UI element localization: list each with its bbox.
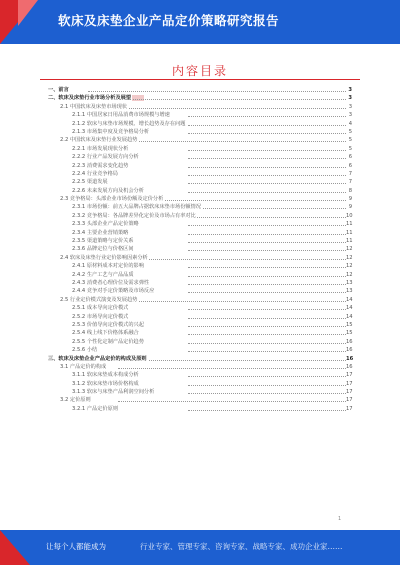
toc-entry[interactable] — [48, 279, 352, 287]
toc-entry-page: 3 — [346, 86, 352, 94]
toc-entry-label: 2.3 竞争格局：头部企业市场份额及定价分析 — [60, 196, 164, 203]
toc-entry-label: 2.3.1 市场份额：前五大品牌占据软床床垫市场份额情况 — [72, 204, 201, 211]
toc-leader-dots — [188, 167, 346, 168]
toc-entry-label: 2.3.5 渠道策略与定价关系 — [72, 238, 134, 245]
toc-leader-dots — [188, 343, 346, 344]
toc-entry-label: 2.2.5 渠道发展 — [72, 179, 108, 186]
toc-leader-dots — [188, 234, 346, 235]
toc-entry-page: 14 — [346, 296, 353, 303]
toc-leader-dots — [188, 284, 346, 285]
toc-entry-page: 10 — [346, 212, 353, 219]
toc-entry[interactable] — [48, 203, 352, 211]
toc-entry-label: 2.1.2 软床与床垫市场规模、增长趋势及存在问题 — [72, 120, 186, 127]
toc-entry-page: 17 — [346, 405, 353, 412]
toc-entry[interactable] — [48, 136, 352, 144]
toc-entry-label: 2.4.2 生产工艺与产品品质 — [72, 271, 134, 278]
toc-entry-page: 17 — [346, 372, 353, 379]
toc-entry-label: 2.5.6 小结 — [72, 347, 98, 354]
toc-entry-page: 3 — [346, 94, 352, 102]
toc-entry-label: 2.5 行业定价模式演变及发展趋势 — [60, 296, 138, 303]
toc-entry[interactable] — [48, 346, 352, 354]
toc-leader-dots — [188, 292, 346, 293]
toc-entry[interactable] — [48, 187, 352, 195]
toc-entry-page: 6 — [346, 162, 352, 170]
toc-leader-dots — [188, 250, 346, 251]
toc-entry-page: 11 — [346, 238, 353, 245]
toc-entry-label: 2.5.2 市场导向定价模式 — [72, 313, 129, 320]
page-number: 1 — [338, 516, 342, 522]
toc-entry-label: 2.4.1 原材料成本对定价的影响 — [72, 263, 144, 270]
toc-leader-dots — [188, 217, 346, 218]
toc-entry[interactable] — [48, 363, 352, 371]
toc-entry-page: 13 — [346, 288, 353, 295]
toc-entry-label: 2.2.2 行业产品发展方向分析 — [72, 154, 139, 161]
toc-entry-label: 2.2.3 消费需求变化趋势 — [72, 162, 129, 169]
toc-entry[interactable] — [48, 103, 352, 111]
toc-entry-page: 12 — [346, 263, 353, 270]
toc-entry-page: 15 — [346, 330, 353, 337]
toc-entry-label: 3.2.1 产品定价原则 — [72, 405, 118, 412]
toc-leader-dots — [118, 259, 346, 260]
toc-entry[interactable] — [48, 128, 352, 136]
toc-entry-label: 2.2.4 行业竞争格局 — [72, 170, 118, 177]
footer-roles: 行业专家、管理专家、咨询专家、战略专家、成功企业家…… — [140, 542, 343, 551]
toc-entry-label: 2.4.3 消费者心理价位及需求弹性 — [72, 279, 150, 286]
toc-entry-label: 3.1 产品定价的构成 — [60, 363, 107, 370]
toc-entry[interactable] — [48, 313, 352, 321]
toc-entry-page: 16 — [346, 355, 354, 362]
toc-leader-dots — [188, 410, 346, 411]
toc-entry[interactable] — [48, 212, 352, 220]
toc-entry-label: 2.5.3 价值导向定价模式的兴起 — [72, 321, 144, 328]
toc-entry[interactable] — [48, 371, 352, 379]
toc-entry-page: 17 — [346, 397, 353, 404]
toc-entry[interactable] — [48, 145, 352, 153]
toc-leader-dots — [188, 267, 346, 268]
toc-entry[interactable] — [48, 287, 352, 295]
toc-leader-dots — [118, 368, 346, 369]
toc-entry[interactable] — [48, 86, 352, 94]
toc-entry-label: 2.2.6 未来发展方向及机会分析 — [72, 187, 144, 194]
toc-entry-label: 2.5.4 线上线下价格体系融合 — [72, 330, 139, 337]
toc-entry-label: 2.3.6 品牌定位与价格区间 — [72, 246, 134, 253]
toc-entry-page: 12 — [346, 254, 353, 261]
toc-entry-page: 9 — [346, 195, 352, 203]
toc-entry[interactable] — [48, 94, 352, 102]
toc-entry-label: 一、前言 — [48, 87, 69, 93]
toc-entry[interactable] — [48, 120, 352, 128]
toc-leader-dots — [188, 125, 346, 126]
toc-entry-page: 11 — [346, 221, 353, 228]
toc-entry[interactable] — [48, 271, 352, 279]
toc-leader-dots — [188, 225, 346, 226]
toc-leader-dots — [188, 334, 346, 335]
toc-entry-page: 4 — [346, 120, 352, 128]
toc-leader-dots — [188, 318, 346, 319]
toc-entry-label: 二、软床及床垫行业市场分析及展望 — [48, 95, 132, 102]
toc-entry-label: 2.4.4 竞争对手定价策略及市场反应 — [72, 288, 155, 295]
toc-entry-label: 2.5.1 成本导向定价模式 — [72, 305, 129, 312]
toc-leader-dots — [188, 385, 346, 386]
toc-entry[interactable] — [48, 111, 352, 119]
toc-entry-page: 5 — [346, 145, 352, 153]
toc-leader-dots — [188, 175, 346, 176]
toc-entry[interactable] — [48, 396, 352, 404]
toc-entry[interactable] — [48, 254, 352, 262]
toc-entry[interactable] — [48, 245, 352, 253]
toc-entry-page: 9 — [346, 203, 352, 211]
toc-entry-label: 2.3.3 头部企业产品定价策略 — [72, 221, 139, 228]
toc-leader-dots — [188, 326, 346, 327]
toc-entry[interactable] — [48, 178, 352, 186]
footer-red-accent — [0, 530, 30, 565]
toc-leader-dots — [188, 150, 346, 151]
toc-entry[interactable] — [48, 262, 352, 270]
toc-divider — [40, 79, 360, 80]
toc-entry[interactable] — [48, 153, 352, 161]
toc-entry-label: 2.1.1 中国居家日用品消费市场规模与增速 — [72, 112, 170, 119]
toc-entry-page: 6 — [346, 153, 352, 161]
toc-leader-dots — [188, 158, 346, 159]
toc-entry[interactable] — [48, 329, 352, 337]
toc-leader-dots — [188, 208, 346, 209]
toc-entry-page: 17 — [346, 380, 353, 387]
toc-leader-dots — [88, 91, 346, 92]
toc-entry-page: 3 — [346, 103, 352, 111]
toc-entry-page: 14 — [346, 313, 353, 320]
toc-entry-page: 11 — [346, 229, 353, 236]
toc-leader-dots — [118, 401, 346, 402]
toc-entry-page: 3 — [346, 111, 352, 119]
toc-entry[interactable] — [48, 355, 352, 363]
toc-entry-page: 16 — [346, 347, 353, 354]
toc-entry[interactable] — [48, 338, 352, 346]
toc-leader-dots — [118, 108, 346, 109]
toc-leader-dots — [118, 301, 346, 302]
toc-entry-page: 14 — [346, 305, 353, 312]
toc-entry-page: 8 — [346, 187, 352, 195]
footer-slogan: 让每个人都能成为 — [46, 542, 106, 551]
toc-entry-label: 3.1.3 软床与床垫产品利润空间分析 — [72, 389, 155, 396]
toc-entry-label: 2.1.3 市场集中度及竞争格局分析 — [72, 128, 150, 135]
toc-leader-dots — [188, 116, 346, 117]
toc-entry[interactable] — [48, 304, 352, 312]
toc-leader-dots — [188, 242, 346, 243]
toc-entry[interactable] — [48, 237, 352, 245]
toc-entry[interactable] — [48, 380, 352, 388]
toc-leader-dots — [188, 351, 346, 352]
toc-leader-dots — [188, 376, 346, 377]
header-pink-accent — [18, 0, 38, 26]
toc-entry[interactable] — [48, 229, 352, 237]
toc-entry[interactable] — [48, 296, 352, 304]
toc-entry[interactable] — [48, 220, 352, 228]
toc-entry[interactable] — [48, 195, 352, 203]
toc-entry-page: 12 — [346, 246, 353, 253]
toc-entry-page: 12 — [346, 271, 353, 278]
toc-entry[interactable] — [48, 405, 352, 413]
toc-entry[interactable] — [48, 170, 352, 178]
toc-leader-dots — [188, 276, 346, 277]
toc-entry-page: 7 — [346, 178, 352, 186]
toc-entry-page: 13 — [346, 279, 353, 286]
toc-entry-label: 三、软床及床垫企业产品定价的构成及原则 — [48, 355, 147, 362]
toc-entry-label: 2.5.5 个性化定制产品定价趋势 — [72, 338, 144, 345]
toc-entry-label: 2.2.1 市场发展现状分析 — [72, 145, 129, 152]
toc-entry-label: 2.2 中国软床及床垫行业发展趋势 — [60, 137, 138, 144]
toc-entry-page: 16 — [346, 363, 353, 370]
toc-entry-page: 16 — [346, 338, 353, 345]
toc-leader-dots — [188, 183, 346, 184]
toc-entry[interactable] — [48, 388, 352, 396]
toc-entry-label: 2.3.2 竞争格局：各品牌差异化定价及市场占有率对比 — [72, 212, 196, 219]
toc-entry[interactable] — [48, 321, 352, 329]
toc-entry-page: 5 — [346, 136, 352, 144]
toc-leader-dots — [188, 309, 346, 310]
toc-leader-dots — [188, 192, 346, 193]
toc-entry-label: 3.1.1 软床床垫成本构成分析 — [72, 372, 139, 379]
toc-entry-page: 5 — [346, 128, 352, 136]
toc-title: 内容目录 — [171, 64, 228, 78]
toc-entry-page: 15 — [346, 321, 353, 328]
toc-entry-label: 3.2 定价原则 — [60, 397, 91, 404]
toc-entry-page: 7 — [346, 170, 352, 178]
table-of-contents — [48, 86, 352, 413]
toc-entry-label: 2.1 中国软床及床垫市场现状 — [60, 103, 127, 110]
toc-leader-dots — [118, 141, 346, 142]
report-title: 软床及床垫企业产品定价策略研究报告 — [58, 13, 280, 28]
toc-entry-label: 3.1.2 软床床垫市场价格构成 — [72, 380, 139, 387]
toc-entry[interactable] — [48, 162, 352, 170]
toc-entry-page: 17 — [346, 389, 353, 396]
toc-leader-dots — [188, 393, 346, 394]
toc-leader-dots — [188, 133, 346, 134]
toc-entry-label: 2.3.4 主要企业营销策略 — [72, 229, 129, 236]
toc-entry-label: 2.4 软床及床垫行业定价影响因素分析 — [60, 254, 148, 261]
